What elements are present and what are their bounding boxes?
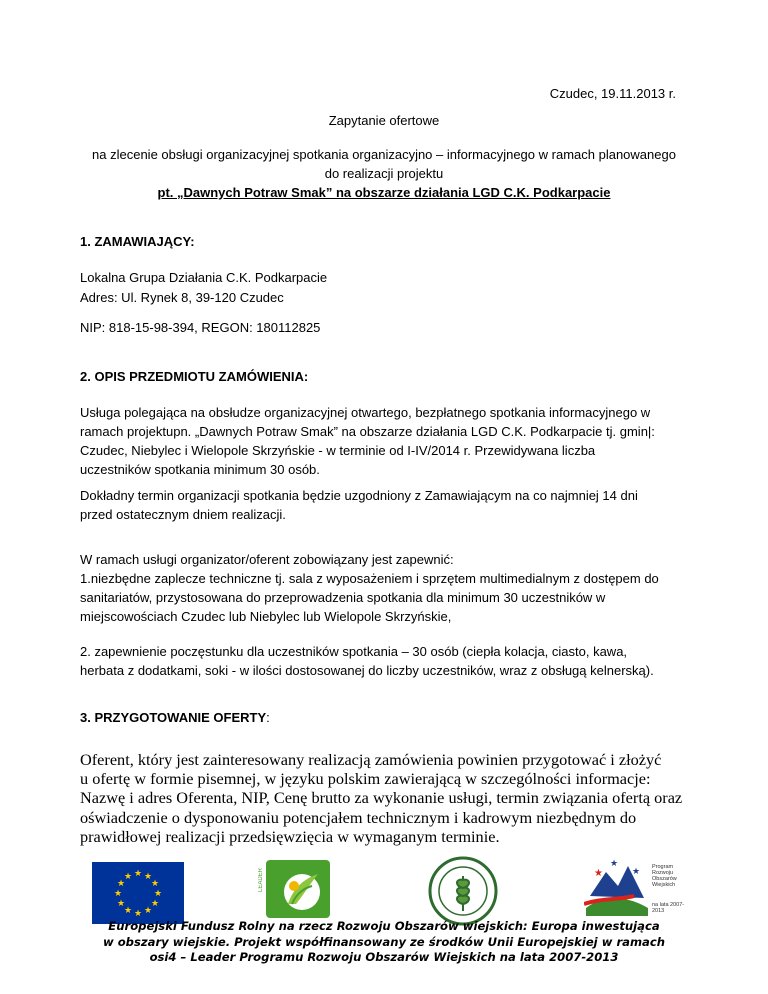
svg-text:★: ★ (143, 871, 153, 881)
text-line: 1.niezbędne zaplecze techniczne tj. sala z wyposażeniem i sprzętem multimedialnym z dostępem do (80, 571, 659, 586)
text-line: prawidłowej realizacji przedsięwzięcia w wymaganym terminie. (80, 826, 500, 846)
text-line: oświadczenie o dysponowaniu potencjałem technicznym i kadrowym niezbędnym do (80, 807, 637, 827)
text-line: uczestników spotkania minimum 30 osób. (80, 462, 320, 477)
svg-text:★: ★ (610, 858, 619, 868)
svg-text:★: ★ (123, 871, 133, 881)
svg-text:★: ★ (153, 888, 163, 898)
subtitle-project-name: pt. „Dawnych Potraw Smak” na obszarze działania LGD C.K. Podkarpacie (157, 185, 611, 200)
paragraph-catering (80, 642, 690, 680)
svg-text:★: ★ (113, 888, 123, 898)
orderer-tax-ids: NIP: 818-15-98-394, REGON: 180112825 (80, 320, 321, 335)
footer-funding-note (60, 919, 708, 966)
svg-text:★: ★ (123, 905, 133, 915)
text-line: Oferent, który jest zainteresowany realizacją zamówienia powinien przygotować i złożyć (80, 750, 662, 769)
agriculture-seal-logo (428, 856, 498, 926)
svg-text:★: ★ (150, 898, 160, 908)
section-heading-offer-preparation: 3. PRZYGOTOWANIE OFERTY: (80, 710, 270, 725)
orderer-address: Adres: Ul. Rynek 8, 39-120 Czudec (80, 290, 284, 305)
text-line: przed ostatecznym dniem realizacji. (80, 507, 286, 522)
prow-program-text: Program Rozwoju Obszarów Wiejskich na lata 2007-2013 (652, 864, 685, 914)
document-date: Czudec, 19.11.2013 r. (549, 86, 676, 101)
svg-text:★: ★ (632, 866, 641, 876)
svg-text:★: ★ (143, 905, 153, 915)
text-line: Czudec, Niebylec i Wielopole Skrzyńskie - w terminie od I-IV/2014 r. Przewidywana liczba (80, 443, 596, 458)
subtitle-line: do realizacji projektu (324, 166, 444, 181)
leader-logo (258, 858, 334, 922)
text-line: W ramach usługi organizator/oferent zobowiązany jest zapewnić: (80, 552, 454, 567)
text-line: 2. zapewnienie poczęstunku dla uczestników spotkania – 30 osób (ciepła kolacja, ciasto, kawa, (80, 644, 628, 659)
text-line: u ofertę w formie pisemnej, w języku polskim zawierającą w szczególności informacje: (80, 769, 651, 789)
text-line: ramach projektupn. „Dawnych Potraw Smak” na obszarze działania LGD C.K. Podkarpacie tj. gmin|: (80, 424, 655, 439)
text-line: herbata z dodatkami, soki - w ilości dostosowanej do liczby uczestników, wraz z obsługą kelnerską). (80, 663, 654, 678)
section-heading-order-description: 2. OPIS PRZEDMIOTU ZAMÓWIENIA: (80, 369, 309, 384)
svg-text:★: ★ (150, 878, 160, 888)
footer-line: Europejski Fundusz Rolny na rzecz Rozwoju Obszarów wiejskich: Europa inwestująca (108, 919, 660, 933)
text-line: miejscowościach Czudec lub Niebylec lub Wielopole Skrzyńskie, (80, 609, 452, 624)
text-line: Usługa polegająca na obsłudze organizacyjnej otwartego, bezpłatnego spotkania informacyjnego w (80, 405, 651, 420)
text-line: sanitariatów, przystosowana do przeprowadzenia spotkania dla minimum 30 uczestników w (80, 590, 606, 605)
footer-line: w obszary wiejskie. Projekt współfinansowany ze środków Unii Europejskiej w ramach (102, 934, 666, 949)
orderer-name: Lokalna Grupa Działania C.K. Podkarpacie (80, 270, 328, 285)
svg-text:★: ★ (133, 908, 143, 918)
document-subtitle (80, 145, 688, 202)
paragraph-offer-requirements (80, 750, 690, 846)
paragraph-organizer-obligations (80, 550, 690, 626)
subtitle-line: na zlecenie obsługi organizacyjnej spotkania organizacyjno – informacyjnego w ramach planowanego (92, 147, 676, 162)
text-line: Nazwę i adres Oferenta, NIP, Cenę brutto za wykonanie usługi, termin związania ofertą oraz (80, 788, 683, 808)
paragraph-service-description (80, 403, 690, 479)
section-heading-ordering-party: 1. ZAMAWIAJĄCY: (80, 234, 195, 249)
document-title: Zapytanie ofertowe (328, 113, 440, 128)
eu-flag-logo (92, 862, 184, 924)
prow-program-logo (584, 856, 688, 920)
paragraph-meeting-date (80, 486, 690, 524)
svg-text:★: ★ (594, 868, 603, 879)
svg-text:★: ★ (116, 898, 126, 908)
svg-text:★: ★ (116, 878, 126, 888)
svg-text:★: ★ (133, 868, 143, 878)
text-line: Dokładny termin organizacji spotkania będzie uzgodniony z Zamawiającym na co najmniej 14 dni (80, 488, 638, 503)
footer-line: osi4 – Leader Programu Rozwoju Obszarów Wiejskich na lata 2007-2013 (149, 950, 619, 965)
leader-label: LEADER (258, 868, 264, 893)
